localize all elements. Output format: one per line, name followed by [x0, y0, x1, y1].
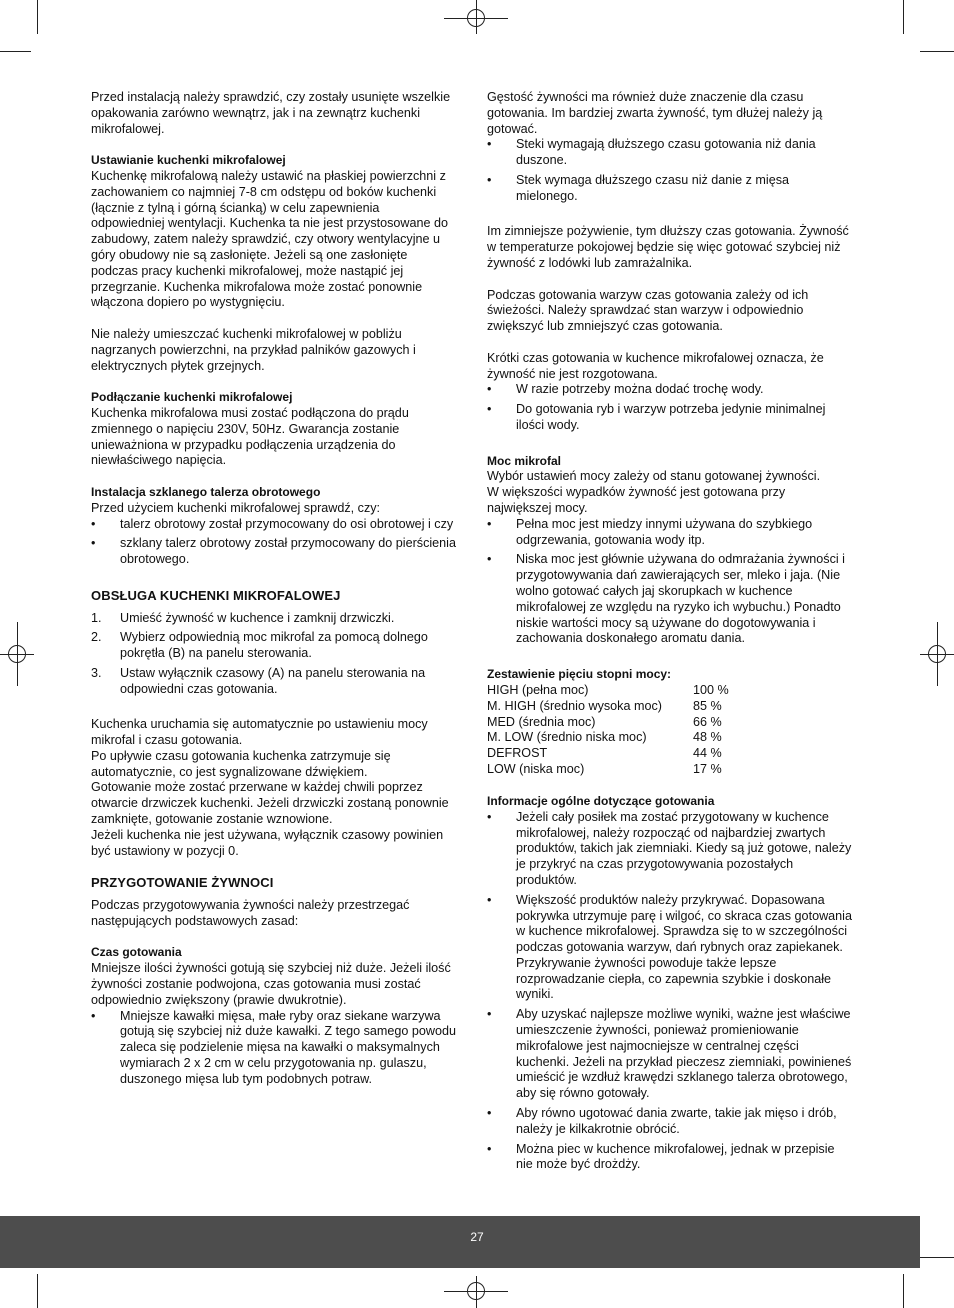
short-time-paragraph: Krótki czas gotowania w kuchence mikrofalowej oznacza, że żywność nie jest rozgotowana. — [487, 350, 824, 381]
level-name: M. LOW (średnio niska moc) — [487, 730, 647, 745]
crop-mark — [903, 0, 904, 34]
list-item: • Aby uzyskać najlepsze możliwe wyniki, ważne jest właściwe umieszczenie żywności, ponieważ promieniowanie mikrofalowe jest najmocniejsze w centralnej części kuchenki. Jeżeli na przykład pieczesz ziemniaki, powinieneś umieścić je wzdłuż krawędzi szklanego talerza obrotowego, aby się równo gotowały. — [487, 1007, 867, 1102]
connect-heading: Podłączanie kuchenki mikrofalowej — [91, 390, 293, 405]
temperature-paragraph: Im zimniejsze pożywienie, tym dłuższy czas gotowania. Żywność w temperaturze pokojowej będzie się więc gotować szybciej niż żywność z lodówki lub zamrażalnika. — [487, 224, 849, 270]
operation-section-title: OBSŁUGA KUCHENKI MIKROFALOWEJ — [91, 587, 341, 603]
level-name: DEFROST — [487, 746, 548, 761]
power-list — [487, 517, 867, 647]
right-column — [487, 90, 867, 1177]
list-item: • Aby równo ugotować dania zwarte, takie jak mięso i drób, należy je kilkakrotnie obrócić. — [487, 1106, 867, 1138]
crop-mark — [37, 1274, 38, 1308]
step-item — [91, 666, 469, 698]
plate-heading: Instalacja szklanego talerza obrotowego — [91, 484, 321, 499]
step-number: 3. — [91, 665, 102, 680]
list-item: • Jeżeli cały posiłek ma zostać przygotowany w kuchence mikrofalowej, należy rozpocząć od najbardziej zwartych produktów, takich jak ziemniaki. Kiedy są już gotowe, należy je przykryć na czas przygotowywania pozostałych produktów. — [487, 810, 867, 889]
connect-paragraph: Kuchenka mikrofalowa musi zostać podłączona do prądu zmiennego o napięciu 230V, 50Hz. Gwarancja zostanie unieważniona w przypadku podłączenia urządzenia do niewłaściwego napięcia. — [91, 405, 409, 468]
level-value: 66 % — [693, 714, 722, 729]
table-row — [487, 730, 729, 746]
power-levels-table — [487, 683, 729, 778]
step-number: 2. — [91, 630, 102, 645]
short-time-list — [487, 382, 867, 433]
operation-paragraph: Kuchenka uruchamia się automatycznie po ustawieniu mocy mikrofal i czasu gotowania. Po upływie czasu gotowania kuchenka zatrzymuje się automatycznie, co jest sygnalizowane dźwiękiem. Gotowanie może zostać przerwane w każdej chwili poprzez otwarcie drzwiczek kuchenki. Jeżeli drzwiczki zostaną ponownie zamknięte, gotowanie zostanie wznowione. Jeżeli kuchenka nie jest używana, wyłącznik czasowy powinien być ustawiony w pozycji 0. — [91, 717, 449, 858]
density-list — [487, 137, 867, 204]
step-item — [91, 630, 469, 662]
table-row — [487, 699, 729, 715]
list-item: • Niska moc jest głównie używana do odmrażania żywności i przygotowywania dań zawierających ser, mleko i jaja. (Nie wolno gotować całych jaj skorupkach w kuchence mikrofalowej ze względu na ryzyko ich wybuchu.) Ponadto niskie wartości mocy są używane do dogotowywania i zachowania doskonałego aromatu dania. — [487, 552, 867, 647]
setup-paragraph-2: Nie należy umieszczać kuchenki mikrofalowej w pobliżu nagrzanych powierzchni, na przykład palników gazowych i elektrycznych płytek grzejnych. — [91, 326, 416, 373]
vegetables-paragraph: Podczas gotowania warzyw czas gotowania zależy od ich świeżości. Należy sprawdzać stan warzyw i odpowiednio zwiększyć lub zmniejszyć czas gotowania. — [487, 287, 809, 334]
plate-list — [91, 517, 469, 568]
crop-mark — [0, 51, 31, 52]
general-info-list — [487, 810, 867, 1174]
level-name: LOW (niska moc) — [487, 762, 585, 777]
list-item: • Można piec w kuchence mikrofalowej, jednak w przepisie nie może być drożdży. — [487, 1142, 867, 1174]
setup-paragraph: Kuchenkę mikrofalową należy ustawić na płaskiej powierzchni z zachowaniem co najmniej 7-8 cm odstępu od boków kuchenki (łącznie z tylną i górną ścianką) w celu zapewnienia odpowiedniej wentylacji. Kuchenka ta nie jest przystosowane do zabudowy, zatem należy sprawdzić, czy otwory wentylacyjne u góry obudowy nie są zasłonięte. Jeżeli są one zasłonięte podczas pracy kuchenki mikrofalowej, może nastąpić jej przegrzanie. Kuchenka mikrofalowa może zostać ponownie włączona dopiero po wystygnięciu. — [91, 168, 449, 310]
cooking-time-list — [91, 1009, 469, 1088]
preparation-section-title: PRZYGOTOWANIE ŻYWNOCI — [91, 875, 274, 891]
table-row — [487, 715, 729, 731]
level-value: 100 % — [693, 682, 729, 697]
table-row — [487, 746, 729, 762]
step-text: Ustaw wyłącznik czasowy (A) na panelu sterowania na odpowiedni czas gotowania. — [120, 665, 426, 696]
cooking-time-paragraph: Mniejsze ilości żywności gotują się szybciej niż duże. Jeżeli ilość żywności zostanie podwojona, czas gotowania musi zostać odpowiednio zwiększony (prawie dwukrotnie). — [91, 961, 451, 1007]
power-paragraph: Wybór ustawień mocy zależy od stanu gotowanej żywności. W większości wypadków żywność jest gotowana przy największej mocy. — [487, 469, 821, 515]
list-item: • Mniejsze kawałki mięsa, małe ryby oraz siekane warzywa gotują się szybciej niż duże kawałki. Z tego samego powodu zaleca się podzielenie mięsa na kawałki o maksymalnych wymiarach 2 x 2 cm w celu przygotowania np. gulaszu, duszonego mięsa lub tym podobnych potraw. — [91, 1009, 469, 1088]
level-value: 48 % — [693, 730, 722, 745]
plate-paragraph: Przed użyciem kuchenki mikrofalowej sprawdź, czy: — [91, 500, 381, 515]
step-number: 1. — [91, 610, 102, 625]
table-row — [487, 762, 729, 778]
list-item: • Większość produktów należy przykrywać. Dopasowana pokrywka utrzymuje parę i wilgoć, co skraca czas gotowania w kuchence mikrofalowej. Sprawdza się to w szczególności podczas gotowania warzyw, dań rybnych oraz zapiekanek. Przykrywanie żywności powoduje także lepsze rozprowadzanie ciepła, co zapewnia szybkie i doskonałe wyniki. — [487, 893, 867, 1004]
list-item: • Pełna moc jest miedzy innymi używana do szybkiego odgrzewania, gotowania wody itp. — [487, 517, 867, 549]
crop-mark — [903, 1274, 904, 1308]
power-heading: Moc mikrofal — [487, 453, 562, 468]
intro-paragraph: Przed instalacją należy sprawdzić, czy zostały usunięte wszelkie opakowania zarówno wewnątrz, jak i na zewnątrz kuchenki mikrofalowej. — [91, 90, 451, 136]
density-paragraph: Gęstość żywności ma również duże znaczenie dla czasu gotowania. Im bardziej zwarta żywność, tym dłużej należy ją gotować. — [487, 90, 823, 136]
table-row — [487, 683, 729, 699]
general-info-heading: Informacje ogólne dotyczące gotowania — [487, 793, 715, 808]
list-item: • szklany talerz obrotowy został przymocowany do pierścienia obrotowego. — [91, 536, 469, 568]
list-item: • Do gotowania ryb i warzyw potrzeba jedynie minimalnej ilości wody. — [487, 402, 867, 434]
power-levels-heading: Zestawienie pięciu stopni mocy: — [487, 666, 672, 681]
crop-mark — [37, 0, 38, 34]
step-item — [91, 611, 469, 627]
level-name: MED (średnia moc) — [487, 714, 596, 729]
list-item: • talerz obrotowy został przymocowany do osi obrotowej i czy — [91, 517, 469, 533]
level-value: 17 % — [693, 762, 722, 777]
level-name: HIGH (pełna moc) — [487, 682, 589, 697]
cooking-time-heading: Czas gotowania — [91, 945, 182, 960]
step-text: Umieść żywność w kuchence i zamknij drzwiczki. — [120, 610, 395, 625]
level-value: 85 % — [693, 698, 722, 713]
page-number: 27 — [470, 1230, 484, 1244]
level-value: 44 % — [693, 746, 722, 761]
level-name: M. HIGH (średnio wysoka moc) — [487, 698, 662, 713]
crop-mark — [920, 1257, 954, 1258]
setup-heading: Ustawianie kuchenki mikrofalowej — [91, 153, 286, 168]
list-item: • Stek wymaga dłuższego czasu niż danie z mięsa mielonego. — [487, 173, 867, 205]
step-text: Wybierz odpowiednią moc mikrofal za pomocą dolnego pokrętła (B) na panelu sterowania. — [120, 630, 428, 661]
left-column — [91, 90, 469, 1092]
preparation-paragraph: Podczas przygotowywania żywności należy przestrzegać następujących podstawowych zasad: — [91, 898, 410, 928]
operation-steps — [91, 611, 469, 698]
crop-mark — [920, 51, 954, 52]
list-item: • W razie potrzeby można dodać trochę wody. — [487, 382, 867, 398]
list-item: • Steki wymagają dłuższego czasu gotowania niż dania duszone. — [487, 137, 867, 169]
